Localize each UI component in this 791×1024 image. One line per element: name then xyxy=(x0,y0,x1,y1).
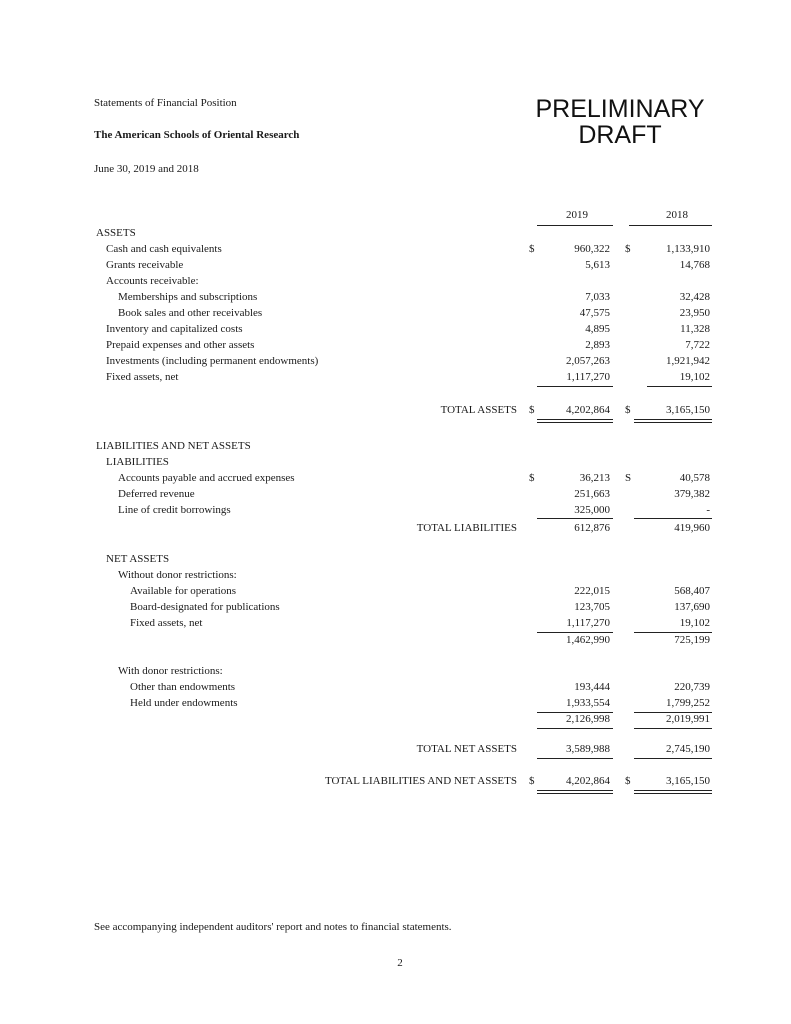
table-row xyxy=(0,696,791,711)
underline xyxy=(537,386,613,387)
footnote: See accompanying independent auditors' report and notes to financial statements. xyxy=(94,921,452,933)
table-row xyxy=(0,487,791,502)
value-2018: 220,739 xyxy=(674,681,710,693)
value-2019: 1,117,270 xyxy=(566,371,610,383)
value-2019: 193,444 xyxy=(574,681,610,693)
column-2019: 2019 xyxy=(566,209,588,221)
row-label: Available for operations xyxy=(130,585,237,597)
page-number: 2 xyxy=(397,957,403,969)
underline xyxy=(537,758,613,759)
table-row xyxy=(0,616,791,631)
underline xyxy=(647,386,712,387)
total-net-assets-row xyxy=(0,742,791,757)
total-net-assets-label: TOTAL NET ASSETS xyxy=(416,743,517,755)
value-2019: 2,057,263 xyxy=(566,355,610,367)
organization-name: The American Schools of Oriental Research xyxy=(94,129,300,141)
value-2018: 23,950 xyxy=(679,307,710,319)
value-2019: 7,033 xyxy=(585,291,610,303)
value-2019: 251,663 xyxy=(574,488,610,500)
dollar-sign: S xyxy=(625,472,632,484)
table-row xyxy=(0,258,791,273)
value-2018: 1,921,942 xyxy=(666,355,710,367)
dollar-sign: $ xyxy=(625,243,631,255)
table-row xyxy=(0,338,791,353)
statement-title: Statements of Financial Position xyxy=(94,97,237,109)
value-2019: 5,613 xyxy=(585,259,610,271)
dollar-sign: $ xyxy=(529,775,535,787)
value-2018: 1,133,910 xyxy=(666,243,710,255)
column-2019-rule xyxy=(537,225,613,226)
row-label: Prepaid expenses and other assets xyxy=(106,339,255,351)
row-label: Other than endowments xyxy=(130,681,236,693)
table-row xyxy=(0,600,791,615)
total-liabilities-label: TOTAL LIABILITIES xyxy=(416,522,517,534)
value-2018: 19,102 xyxy=(679,371,710,383)
without-donor-heading: Without donor restrictions: xyxy=(118,569,237,581)
table-row xyxy=(0,274,791,289)
underline xyxy=(537,728,613,729)
column-2018: 2018 xyxy=(666,209,688,221)
total-net-assets-2019: 3,589,988 xyxy=(566,743,610,755)
value-2019: 4,895 xyxy=(585,323,610,335)
table-row xyxy=(0,290,791,305)
table-row xyxy=(0,322,791,337)
value-2019: 325,000 xyxy=(574,504,610,516)
total-liabilities-2018: 419,960 xyxy=(674,522,710,534)
row-label: Memberships and subscriptions xyxy=(118,291,258,303)
value-2019: 123,705 xyxy=(574,601,610,613)
draft-stamp: DRAFT xyxy=(578,121,662,149)
row-label: Grants receivable xyxy=(106,259,184,271)
row-label: Accounts payable and accrued expenses xyxy=(118,472,295,484)
dollar-sign: $ xyxy=(529,404,535,416)
subtotal-2019: 1,462,990 xyxy=(566,634,610,646)
value-2018: 137,690 xyxy=(674,601,710,613)
double-underline xyxy=(537,419,613,423)
row-label: Accounts receivable: xyxy=(106,275,199,287)
subtotal-2018: 2,019,991 xyxy=(666,713,710,725)
column-2018-rule xyxy=(629,225,712,226)
row-label: Board-designated for publications xyxy=(130,601,280,613)
value-2018: 40,578 xyxy=(679,472,710,484)
net-assets-heading: NET ASSETS xyxy=(106,553,170,565)
value-2018: 379,382 xyxy=(674,488,710,500)
row-label: Cash and cash equivalents xyxy=(106,243,222,255)
liabilities-net-assets-heading: LIABILITIES AND NET ASSETS xyxy=(96,440,251,452)
liabilities-heading: LIABILITIES xyxy=(106,456,169,468)
preliminary-stamp: PRELIMINARY xyxy=(535,95,705,123)
value-2019: 960,322 xyxy=(574,243,610,255)
row-label: Line of credit borrowings xyxy=(118,504,231,516)
table-row xyxy=(0,503,791,518)
statement-date: June 30, 2019 and 2018 xyxy=(94,163,199,175)
row-label: Held under endowments xyxy=(130,697,238,709)
subtotal-2018: 725,199 xyxy=(674,634,710,646)
value-2018: 11,328 xyxy=(680,323,710,335)
underline xyxy=(634,518,712,519)
total-assets-2018: 3,165,150 xyxy=(666,404,710,416)
underline xyxy=(537,518,613,519)
table-row xyxy=(0,242,791,257)
table-row xyxy=(0,306,791,321)
double-underline xyxy=(634,419,712,423)
table-row xyxy=(0,471,791,486)
double-underline xyxy=(537,790,613,794)
double-underline xyxy=(634,790,712,794)
total-net-assets-2018: 2,745,190 xyxy=(666,743,710,755)
subtotal-2019: 2,126,998 xyxy=(566,713,610,725)
with-donor-subtotal-row xyxy=(0,712,791,727)
total-liabilities-row xyxy=(0,521,791,536)
value-2019: 47,575 xyxy=(579,307,610,319)
value-2019: 2,893 xyxy=(585,339,610,351)
table-row xyxy=(0,370,791,385)
row-label: Fixed assets, net xyxy=(130,617,203,629)
total-assets-label: TOTAL ASSETS xyxy=(440,404,517,416)
total-assets-2019: 4,202,864 xyxy=(566,404,610,416)
value-2019: 1,117,270 xyxy=(566,617,610,629)
underline xyxy=(634,758,712,759)
value-2018: 568,407 xyxy=(674,585,710,597)
value-2018: 14,768 xyxy=(679,259,710,271)
row-label: Deferred revenue xyxy=(118,488,195,500)
row-label: Fixed assets, net xyxy=(106,371,179,383)
underline xyxy=(634,728,712,729)
value-2018: 32,428 xyxy=(679,291,710,303)
grand-total-row xyxy=(0,774,791,789)
dollar-sign: $ xyxy=(625,775,631,787)
total-liabilities-2019: 612,876 xyxy=(574,522,610,534)
table-row xyxy=(0,354,791,369)
row-label: Inventory and capitalized costs xyxy=(106,323,243,335)
grand-total-2019: 4,202,864 xyxy=(566,775,610,787)
without-donor-subtotal-row xyxy=(0,633,791,648)
dollar-sign: $ xyxy=(625,404,631,416)
value-2018: - xyxy=(706,504,710,516)
value-2018: 1,799,252 xyxy=(666,697,710,709)
grand-total-2018: 3,165,150 xyxy=(666,775,710,787)
value-2018: 19,102 xyxy=(679,617,710,629)
row-label: Investments (including permanent endowments) xyxy=(106,355,319,367)
row-label: Book sales and other receivables xyxy=(118,307,263,319)
total-assets-row xyxy=(0,403,791,418)
with-donor-heading: With donor restrictions: xyxy=(118,665,223,677)
grand-total-label: TOTAL LIABILITIES AND NET ASSETS xyxy=(324,775,517,787)
dollar-sign: $ xyxy=(529,243,535,255)
value-2019: 222,015 xyxy=(574,585,610,597)
value-2018: 7,722 xyxy=(685,339,710,351)
dollar-sign: $ xyxy=(529,472,535,484)
value-2019: 36,213 xyxy=(579,472,610,484)
value-2019: 1,933,554 xyxy=(566,697,610,709)
table-row xyxy=(0,584,791,599)
table-row xyxy=(0,680,791,695)
assets-heading: ASSETS xyxy=(96,227,136,239)
